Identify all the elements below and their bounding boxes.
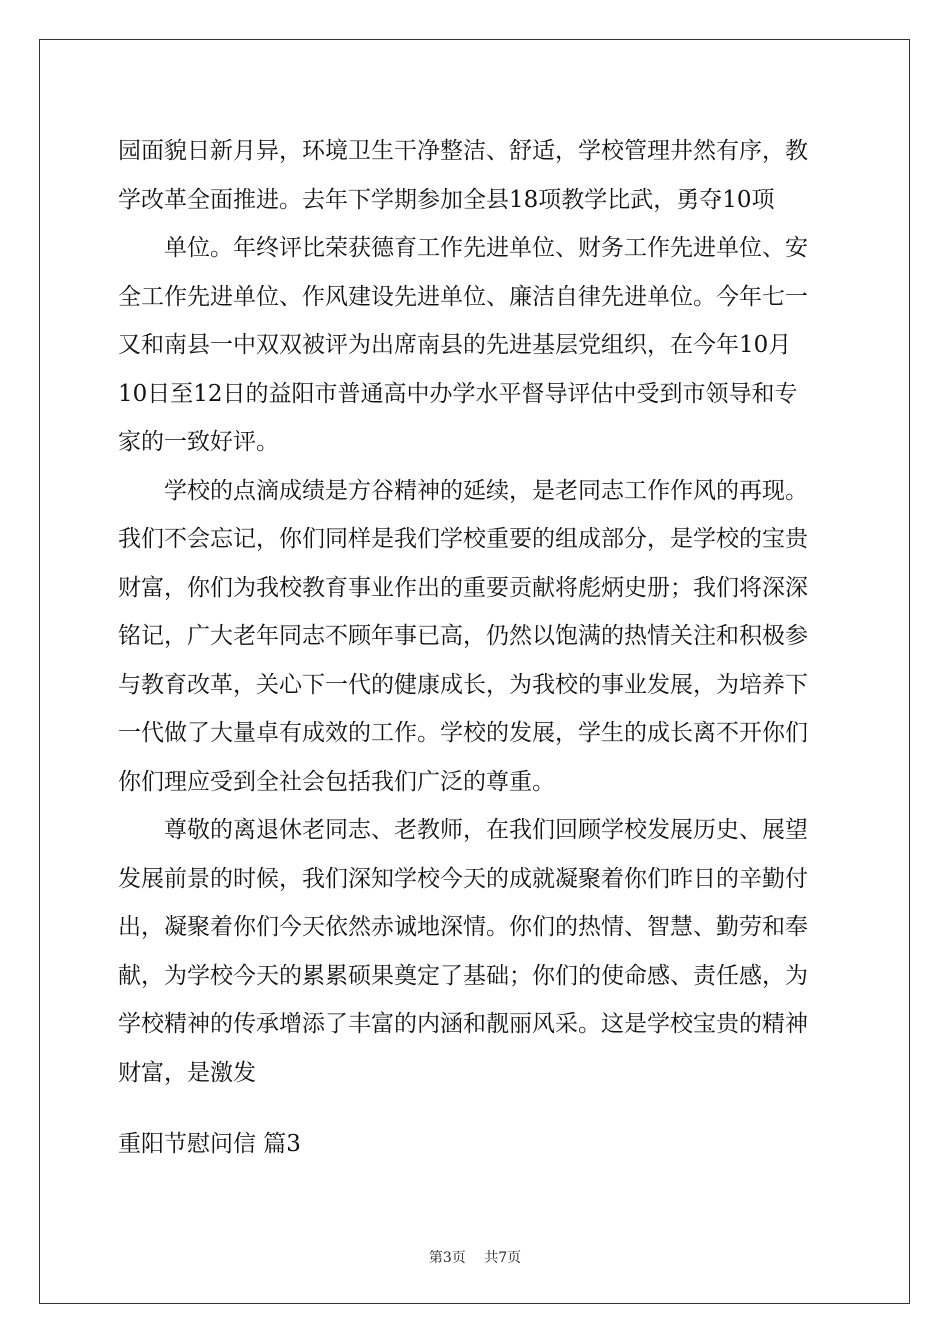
page-number: 第3页 (428, 1250, 466, 1266)
text-line: 家的一致好评。 (118, 429, 279, 455)
text-line: 与教育改革，关心下一代的健康成长，为我校的事业发展，为培养下 (118, 671, 808, 698)
text-line: 我们不会忘记，你们同样是我们学校重要的组成部分，是学校的宝贵 (118, 526, 808, 552)
text-line: 铭记，广大老年同志不顾年事已高，仍然以饱满的热情关注和积极参 (118, 623, 808, 649)
text-line: 10日至12日的益阳市普通高中办学水平督导评估中受到市领导和专 (118, 380, 798, 407)
text-line: 学改革全面推进。去年下学期参加全县18项教学比武，勇夺10项 (118, 186, 775, 213)
text-line: 学校的点滴成绩是方谷精神的延续，是老同志工作作风的再现。 (164, 477, 808, 504)
text-line: 你们理应受到全社会包括我们广泛的尊重。 (118, 768, 555, 795)
text-line: 单位。年终评比荣获德育工作先进单位、财务工作先进单位、安 (164, 235, 808, 261)
page-footer (0, 1248, 950, 1268)
text-line: 财富，你们为我校教育事业作出的重要贡献将彪炳史册；我们将深深 (118, 574, 808, 601)
text-line: 尊敬的离退休老同志、老教师，在我们回顾学校发展历史、展望 (164, 817, 808, 843)
text-line: 发展前景的时候，我们深知学校今天的成就凝聚着你们昨日的辛勤付 (118, 865, 808, 892)
document-body (118, 127, 838, 1097)
text-line: 财富，是激发 (118, 1059, 256, 1086)
text-line: 献，为学校今天的累累硕果奠定了基础；你们的使命感、责任感，为 (118, 962, 808, 989)
text-line: 园面貌日新月异，环境卫生干净整洁、舒适，学校管理井然有序，教 (118, 138, 808, 164)
text-line: 学校精神的传承增添了丰富的内涵和靓丽风采。这是学校宝贵的精神 (118, 1011, 808, 1037)
text-line: 全工作先进单位、作风建设先进单位、廉洁自律先进单位。今年七一 (118, 283, 808, 310)
section-heading: 重阳节慰问信 篇3 (118, 1131, 301, 1157)
page-total: 共7页 (484, 1250, 522, 1266)
text-line: 一代做了大量卓有成效的工作。学校的发展，学生的成长离不开你们 (118, 720, 808, 746)
text-line: 出，凝聚着你们今天依然赤诚地深情。你们的热情、智慧、勤劳和奉 (118, 914, 808, 940)
text-line: 又和南县一中双双被评为出席南县的先进基层党组织，在今年10月 (118, 332, 792, 358)
